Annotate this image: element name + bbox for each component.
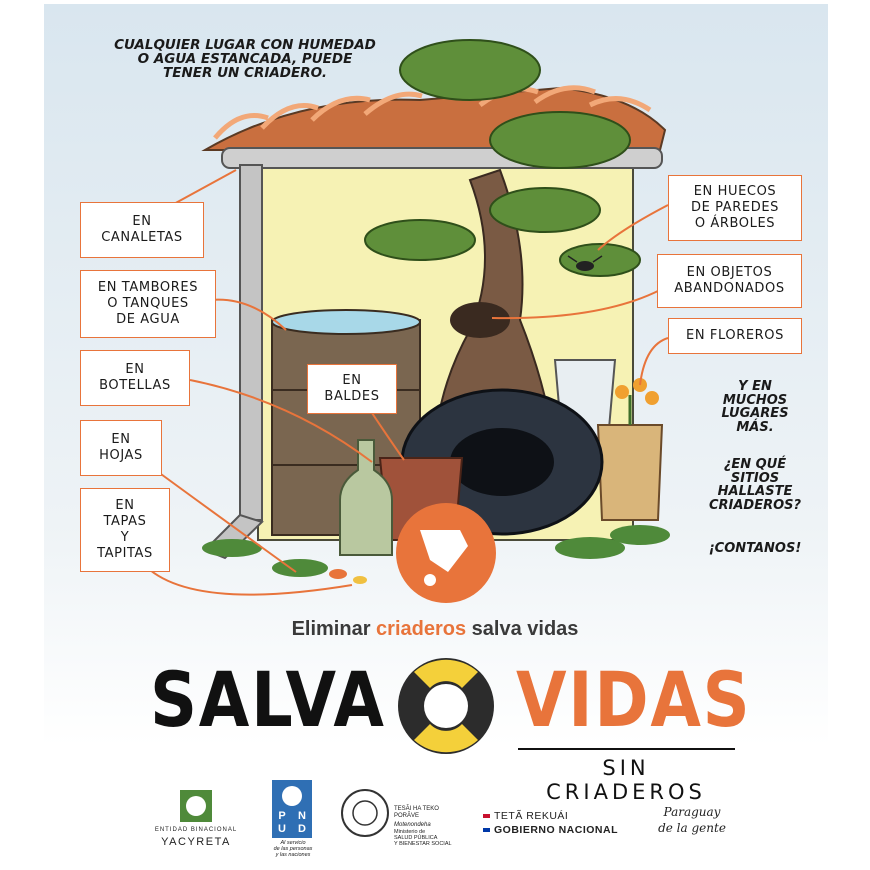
side-caption-question: ¿EN QUÉ SITIOS HALLASTE CRIADEROS? bbox=[708, 457, 802, 513]
gobierno-flag-icon bbox=[483, 814, 490, 832]
label-floreros: EN FLOREROS bbox=[668, 318, 802, 354]
ministerio-line3: Ministerio de SALUD PÚBLICA Y BIENESTAR SOCIAL bbox=[394, 829, 452, 848]
logo-tagline: SIN CRIADEROS bbox=[546, 756, 706, 804]
label-baldes: EN BALDES bbox=[307, 364, 397, 414]
label-huecos: EN HUECOS DE PAREDES O ÁRBOLES bbox=[668, 175, 802, 241]
top-caption: CUALQUIER LUGAR CON HUMEDAD O AGUA ESTANCADA, PUEDE TENER UN CRIADERO. bbox=[114, 37, 376, 82]
ministerio-line2: Motenondeha bbox=[394, 822, 431, 828]
slogan-accent: criaderos bbox=[376, 618, 467, 640]
yacyreta-small-text: ENTIDAD BINACIONAL bbox=[154, 827, 238, 833]
life-ring-icon bbox=[398, 658, 494, 754]
label-objetos: EN OBJETOS ABANDONADOS bbox=[657, 254, 802, 308]
paraguay-line2: de la gente bbox=[658, 821, 726, 835]
logo-word-salva: SALVA bbox=[150, 655, 386, 744]
yacyreta-name: YACYRETA bbox=[161, 836, 231, 848]
logo-word-vidas: VIDAS bbox=[516, 655, 752, 744]
pnud-letters: P N U D bbox=[278, 810, 306, 835]
slogan: Eliminar criaderos salva vidas bbox=[291, 618, 579, 640]
side-caption-more: Y EN MUCHOS LUGARES MÁS. bbox=[721, 379, 789, 435]
yacyreta-logo-icon bbox=[180, 790, 212, 822]
label-hojas: EN HOJAS bbox=[80, 420, 162, 476]
downpipe bbox=[240, 165, 262, 520]
paint-drop-badge-icon bbox=[396, 503, 496, 603]
ministerio-line1: TESÃI HA TEKO PORÃVE bbox=[394, 806, 439, 819]
label-canaletas: EN CANALETAS bbox=[80, 202, 204, 258]
gobierno-line1: TETÃ REKUÁI bbox=[494, 810, 569, 822]
ministerio-seal-icon bbox=[342, 790, 388, 836]
gobierno-line2: GOBIERNO NACIONAL bbox=[494, 824, 618, 836]
side-caption-contanos: ¡CONTANOS! bbox=[708, 541, 802, 556]
label-tapas: EN TAPAS Y TAPITAS bbox=[80, 488, 170, 572]
pnud-tagline: Al servicio de las personas y las naciones bbox=[273, 840, 313, 859]
bottle-caps bbox=[329, 569, 367, 584]
label-tambores: EN TAMBORES O TANQUES DE AGUA bbox=[80, 270, 216, 338]
paraguay-line1: Paraguay bbox=[663, 805, 721, 819]
label-botellas: EN BOTELLAS bbox=[80, 350, 190, 406]
